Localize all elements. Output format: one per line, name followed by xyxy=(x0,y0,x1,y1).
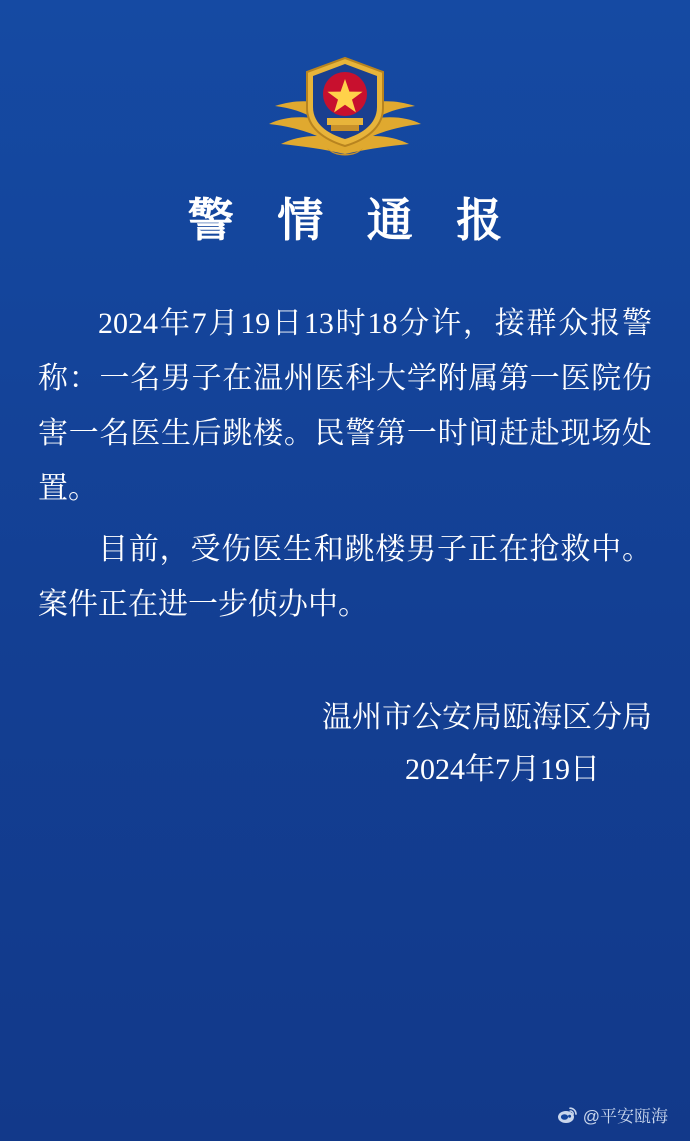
weibo-icon xyxy=(557,1105,577,1125)
emblem-container xyxy=(0,46,690,164)
footer-watermark xyxy=(557,1102,668,1127)
footer-account: @平安瓯海 xyxy=(582,1107,668,1126)
notice-paragraph: 目前，受伤医生和跳楼男子正在抢救中。案件正在进一步侦办中。 xyxy=(38,533,652,621)
signature-date: 2024年7月19日 xyxy=(405,753,600,786)
signature-block xyxy=(0,692,652,796)
notice-paragraph: 2024年7月19日13时18分许，接群众报警称：一名男子在温州医科大学附属第一医院伤害一名医生后跳楼。民警第一时间赶赴现场处置。 xyxy=(38,307,652,505)
police-emblem-icon xyxy=(265,46,425,164)
signature-issuer: 温州市公安局瓯海区分局 xyxy=(322,701,652,734)
page-title: 警 情 通 报 xyxy=(187,195,519,246)
notice-body xyxy=(38,296,652,638)
